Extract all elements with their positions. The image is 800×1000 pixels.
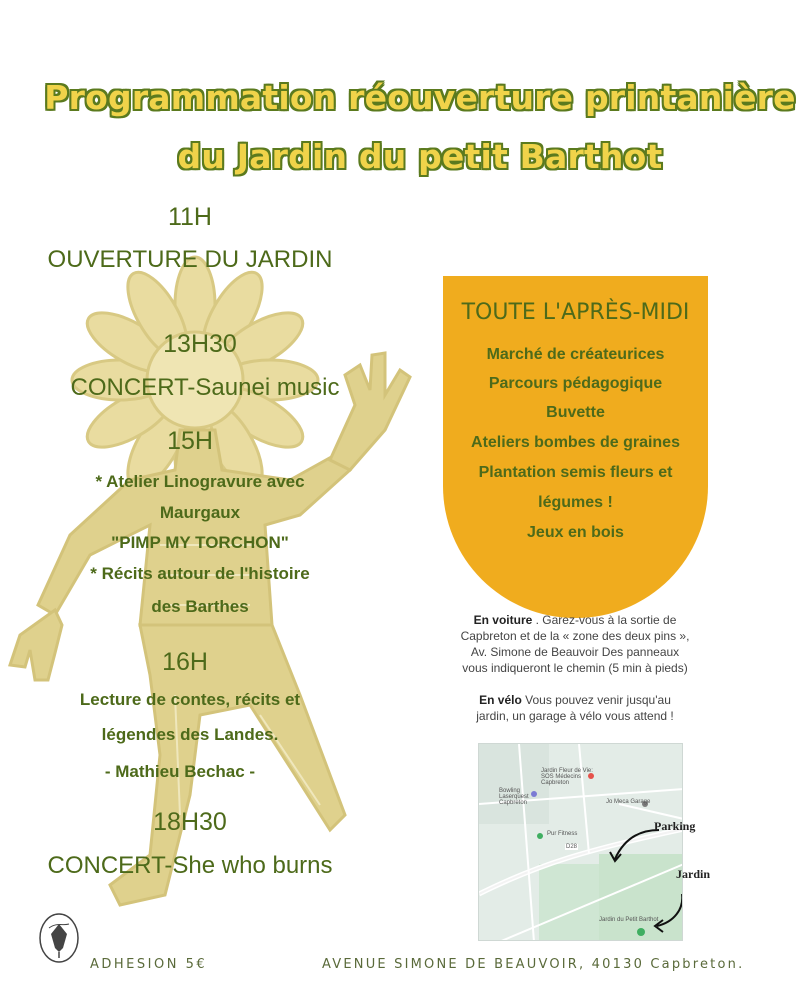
afternoon-item: Buvette (546, 404, 605, 421)
event-lecture-2: légendes des Landes. (101, 725, 279, 744)
map-label-jardin-fleur: Jardin Fleur de Vie: SOS Médecins Capbreton (541, 768, 593, 786)
bike-line-2: jardin, un garage à vélo vous attend ! (476, 709, 674, 723)
bike-label: En vélo (479, 693, 522, 707)
event-linogravure: * Atelier Linogravure avec (95, 472, 305, 491)
jardin-annotation: Jardin (676, 867, 711, 881)
garden-logo-icon (37, 912, 81, 964)
footer-address: AVENUE SIMONE DE BEAUVOIR, 40130 Capbreton. (322, 957, 745, 972)
afternoon-item: Ateliers bombes de graines (471, 434, 680, 451)
map-label-pur-fitness: Pur Fitness (547, 831, 578, 837)
time-11h: 11H (167, 203, 212, 231)
event-linogravure-host: Maurgaux (159, 503, 241, 522)
event-lecture-host: - Mathieu Bechac - (104, 762, 256, 781)
afternoon-item: légumes ! (538, 494, 613, 511)
afternoon-item: Plantation semis fleurs et (478, 464, 673, 481)
afternoon-item: Jeux en bois (527, 524, 624, 541)
event-recits-2: des Barthes (151, 597, 249, 616)
time-16h: 16H (162, 648, 208, 676)
bike-access-info (440, 692, 710, 724)
location-map[interactable] (478, 743, 683, 941)
afternoon-title: TOUTE L'APRÈS-MIDI (461, 300, 690, 325)
bike-line-1: Vous pouvez venir jusqu'au (521, 693, 671, 707)
afternoon-item: Marché de créateurices (486, 346, 665, 363)
event-opening: OUVERTURE DU JARDIN (47, 246, 333, 273)
time-18h30: 18H30 (153, 808, 227, 836)
event-lecture: Lecture de contes, récits et (79, 690, 301, 709)
car-line-1: . Garez-vous à la sortie de (532, 613, 677, 627)
time-13h30: 13H30 (163, 330, 237, 358)
afternoon-item: Parcours pédagogique (488, 375, 663, 392)
map-label-road: D28 (566, 844, 578, 850)
car-line-2: Capbreton et de la « zone des deux pins », (460, 629, 690, 643)
car-line-4: vous indiqueront le chemin (5 min à pieds) (462, 661, 688, 675)
event-recits: * Récits autour de l'histoire (90, 564, 310, 583)
map-label-jardin-barthot: Jardin du Petit Barthot (599, 917, 659, 923)
event-concert-saunei: CONCERT-Saunei music (70, 374, 340, 401)
map-label-bowling: Bowling Laserquest Capbreton (499, 788, 529, 806)
time-15h: 15H (167, 427, 213, 455)
event-pimp-my-torchon: "PIMP MY TORCHON" (111, 533, 289, 552)
parking-annotation: Parking (654, 819, 696, 833)
map-label-jo-meca: Jo Meca Garage (606, 799, 651, 805)
car-label: En voiture (473, 613, 533, 627)
footer-adhesion: ADHESION 5€ (90, 957, 208, 972)
event-concert-she-who-burns: CONCERT-She who burns (47, 852, 333, 879)
car-line-3: Av. Simone de Beauvoir Des panneaux (470, 645, 680, 659)
poster-title-line-1: Programmation réouverture printanière (44, 78, 796, 117)
poster-title-line-2: du Jardin du petit Barthot (177, 137, 663, 176)
car-access-info (440, 612, 710, 676)
